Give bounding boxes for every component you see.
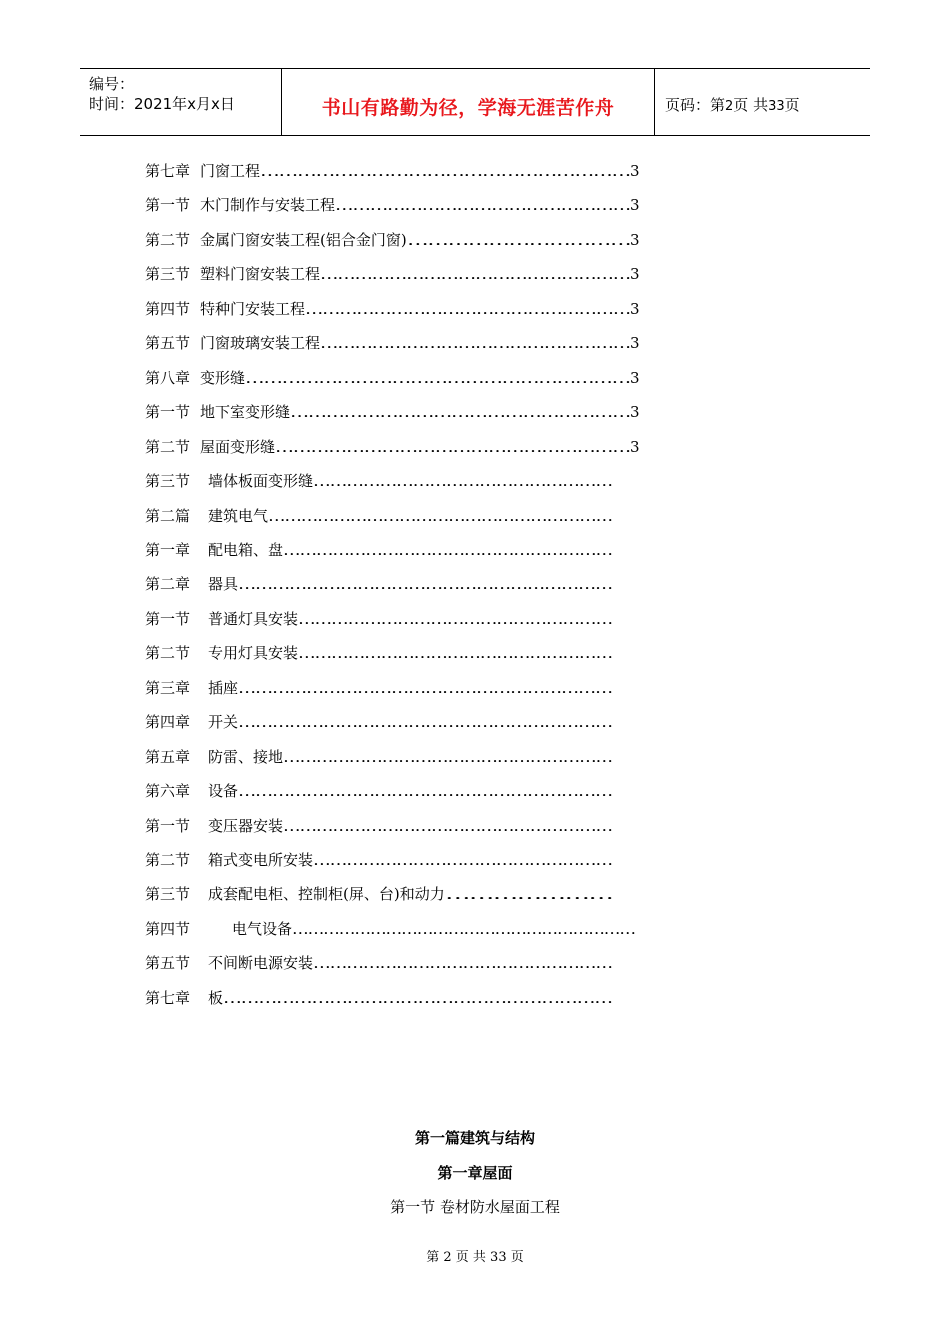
toc-title: 屋面变形缝 xyxy=(200,437,276,456)
page-current: 2 xyxy=(725,99,734,114)
toc-section-number: 第四节 xyxy=(145,299,191,318)
toc-leader-dots: ………………………………………………………… xyxy=(238,575,612,594)
number-label: 编号： xyxy=(89,75,135,93)
toc-page-number: 3 xyxy=(630,368,640,387)
toc-title: 板 xyxy=(208,988,224,1007)
toc-leader-dots: …………………………………………………… xyxy=(283,816,612,835)
toc-leader-dots: …………………………………………… xyxy=(335,196,630,215)
toc-leader-dots: …………………………………………………… xyxy=(283,540,612,559)
toc-section-number: 第三节 xyxy=(145,472,191,491)
toc-entry xyxy=(145,780,612,802)
page-header xyxy=(80,68,870,136)
toc-title: 不间断电源安装 xyxy=(208,954,314,973)
page-footer: 第 2 页 共 33 页 xyxy=(426,1250,524,1265)
header-middle-cell xyxy=(282,69,655,135)
toc-leader-dots: ………………………………………………… xyxy=(298,609,612,628)
toc-page-number: 3 xyxy=(630,196,640,215)
toc-title: 配电箱、盘 xyxy=(208,540,284,559)
toc-entry xyxy=(145,987,612,1009)
toc-page-number: 3 xyxy=(630,230,640,249)
toc-leader-dots: ……………………………………………… xyxy=(320,334,630,353)
toc-entry xyxy=(145,918,635,940)
toc-leader-dots: …………………………………………………… xyxy=(260,162,630,180)
toc-leader-dots: ………………………………………………………… xyxy=(238,782,612,801)
toc-leader-dots: ………………………………………………… xyxy=(298,644,612,663)
toc-leader-dots: ……………………………………………… xyxy=(313,851,612,869)
toc-title: 变形缝 xyxy=(200,368,246,387)
header-right-cell xyxy=(655,69,870,135)
toc-title: 金属门窗安装工程(铝合金门窗) xyxy=(200,230,407,249)
toc-entry xyxy=(145,849,612,871)
toc-title: 木门制作与安装工程 xyxy=(200,196,336,215)
toc-section-number: 第三章 xyxy=(145,678,191,697)
toc-section-number: 第五节 xyxy=(145,954,191,973)
toc-section-number: 第四章 xyxy=(145,713,191,732)
toc-title: 箱式变电所安装 xyxy=(208,851,314,869)
toc-section-number: 第一节 xyxy=(145,816,191,835)
toc-title: 门窗玻璃安装工程 xyxy=(200,334,321,353)
toc-entry xyxy=(145,573,612,595)
toc-leader-dots: ………………………………………………… xyxy=(290,403,630,422)
toc-leader-dots: …………………………… xyxy=(406,230,630,249)
toc-leader-dots: ……………………………………………………… xyxy=(245,368,630,387)
toc-leader-dots: ……………………………………………………… xyxy=(268,506,612,525)
toc-entry xyxy=(145,539,612,561)
toc-entry xyxy=(145,332,640,354)
toc-leader-dots: ………………………………………………………… xyxy=(238,713,612,732)
toc-section-number: 第一节 xyxy=(145,403,191,422)
toc-entry xyxy=(145,952,612,974)
toc-title: 设备 xyxy=(208,782,239,801)
toc-section-number: 第一节 xyxy=(145,609,191,628)
toc-page-number: 3 xyxy=(630,334,640,353)
toc-entry xyxy=(145,194,640,216)
toc-title: 变压器安装 xyxy=(208,816,284,835)
toc-page-number: 3 xyxy=(630,437,640,456)
header-page-info xyxy=(665,94,800,115)
toc-leader-dots: …………………………………………………… xyxy=(275,437,630,456)
toc-section-number: 第七章 xyxy=(145,988,191,1007)
toc-section-number: 第四节 xyxy=(145,919,191,938)
toc-leader-dots: ………………………………………………………… xyxy=(223,988,612,1007)
toc-leader-dots: …………………………………………………… xyxy=(283,747,612,766)
toc-entry xyxy=(145,746,612,768)
section-title: 第一节 卷材防水屋面工程 xyxy=(390,1198,560,1216)
toc-title: 器具 xyxy=(208,575,239,594)
toc-page-number: 3 xyxy=(630,403,640,422)
toc-section-number: 第二节 xyxy=(145,230,191,249)
toc-title: 开关 xyxy=(208,713,239,732)
toc-entry xyxy=(145,711,612,733)
toc-page-number: 3 xyxy=(630,265,640,284)
toc-leader-dots: ………………………………………………………… xyxy=(292,919,635,938)
page-prefix: 页码：第 xyxy=(665,96,726,114)
toc-leader-dots: ………………… xyxy=(444,885,612,904)
toc-page-number: 3 xyxy=(630,299,640,318)
toc-section-number: 第六章 xyxy=(145,782,191,801)
toc-entry xyxy=(145,436,640,458)
toc-section-number: 第二节 xyxy=(145,644,191,663)
toc-title: 成套配电柜、控制柜(屏、台)和动力 xyxy=(208,885,445,904)
toc-entry xyxy=(145,505,612,527)
toc-title: 专用灯具安装 xyxy=(208,644,299,663)
page-mid: 页 共 xyxy=(733,96,769,114)
toc-title: 特种门安装工程 xyxy=(200,299,306,318)
toc-entry xyxy=(145,677,612,699)
chapter-title: 第一章屋面 xyxy=(437,1164,513,1182)
toc-entry xyxy=(145,160,640,182)
toc-title: 普通灯具安装 xyxy=(208,609,299,628)
toc-entry xyxy=(145,263,640,285)
toc-leader-dots: ………………………………………………… xyxy=(305,299,630,318)
toc-section-number: 第二章 xyxy=(145,575,191,594)
toc-section-number: 第二篇 xyxy=(145,506,191,525)
toc-entry xyxy=(145,401,640,423)
toc-title: 门窗工程 xyxy=(200,162,261,180)
toc-leader-dots: ……………………………………………… xyxy=(313,954,612,973)
page-total: 33 xyxy=(768,99,785,114)
toc-entry xyxy=(145,298,640,320)
time-label: 时间：2021年x月x日 xyxy=(89,95,235,113)
toc-entry xyxy=(145,608,612,630)
toc-title: 墙体板面变形缝 xyxy=(208,472,314,491)
toc-leader-dots: ……………………………………………… xyxy=(320,265,630,284)
toc-title: 插座 xyxy=(208,678,239,697)
toc-section-number: 第一章 xyxy=(145,540,191,559)
part-title: 第一篇建筑与结构 xyxy=(414,1129,535,1147)
toc-section-number: 第五章 xyxy=(145,747,191,766)
toc-section-number: 第一节 xyxy=(145,196,191,215)
header-motto: 书山有路勤为径，学海无涯苦作舟 xyxy=(321,97,615,119)
toc-title: 塑料门窗安装工程 xyxy=(200,265,321,284)
toc-section-number: 第二节 xyxy=(145,437,191,456)
toc-section-number: 第三节 xyxy=(145,265,191,284)
toc-title: 防雷、接地 xyxy=(208,747,284,766)
toc-entry xyxy=(145,229,640,251)
toc-section-number: 第五节 xyxy=(145,334,191,353)
toc-entry xyxy=(145,883,612,905)
toc-leader-dots: ……………………………………………… xyxy=(313,472,612,491)
toc-entry xyxy=(145,815,612,837)
toc-entry xyxy=(145,642,612,664)
toc-section-number: 第八章 xyxy=(145,368,191,387)
toc-section-number: 第三节 xyxy=(145,885,191,904)
toc-entry xyxy=(145,367,640,389)
toc-title: 地下室变形缝 xyxy=(200,403,291,422)
header-left-cell xyxy=(80,69,282,135)
page-suffix: 页 xyxy=(784,96,800,114)
toc-title: 电气设备 xyxy=(232,919,293,938)
toc-page-number: 3 xyxy=(630,162,640,180)
toc-leader-dots: ………………………………………………………… xyxy=(238,678,612,697)
toc-section-number: 第二节 xyxy=(145,851,191,869)
toc-entry xyxy=(145,470,612,492)
toc-section-number: 第七章 xyxy=(145,162,191,180)
toc-title: 建筑电气 xyxy=(208,506,269,525)
